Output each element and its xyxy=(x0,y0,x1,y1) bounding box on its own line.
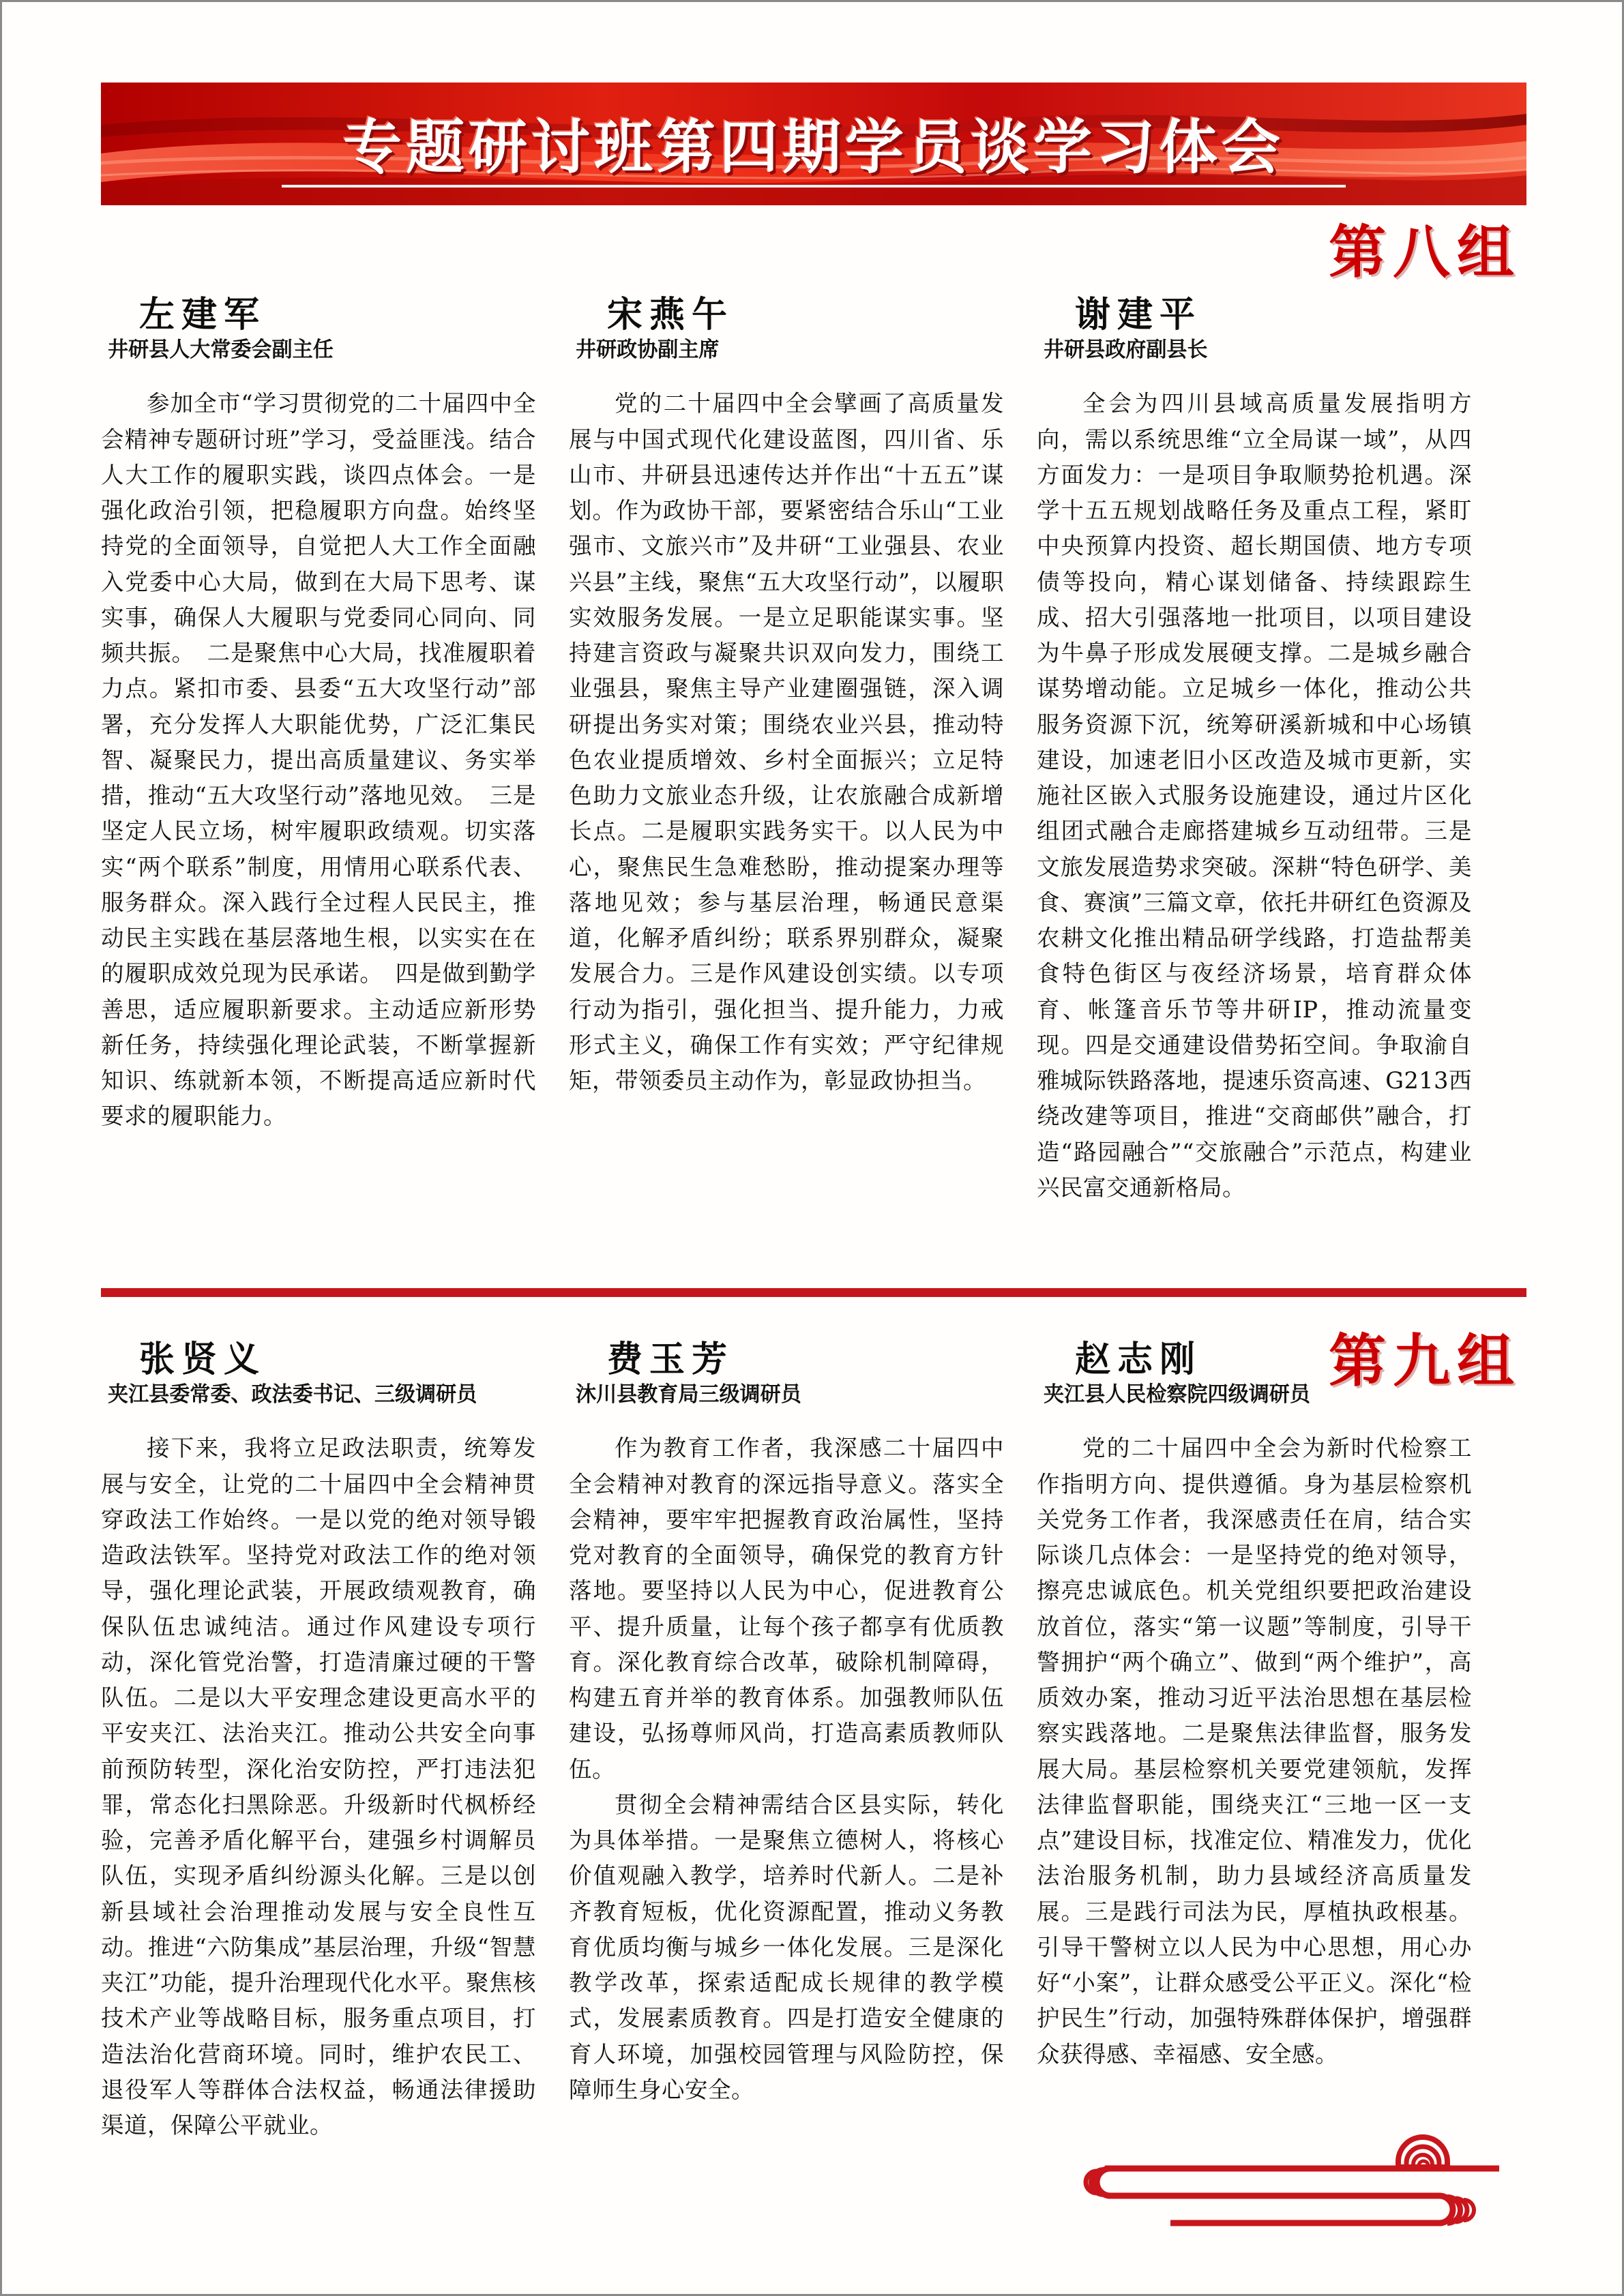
speaker-name: 谢建平 xyxy=(1075,294,1202,336)
speaker-body-paragraph: 参加全市“学习贯彻党的二十届四中全会精神专题研讨班”学习，受益匪浅。结合人大工作的履职实践，谈四点体会。一是强化政治引领，把稳履职方向盘。始终坚持党的全面领导，自觉把人大工作全面融入党委中心大局，做到在大局下思考、谋实事，确保人大履职与党委同心同向、同频共振。 二是聚焦中心大局，找准履职着力点。紧扣市委、县委“五大攻坚行动”部署，充分发挥人大职能优势，广泛汇集民智、凝聚民力，提出高质量建议、务实举措，推动“五大攻坚行动”落地见效。 三是坚定人民立场，树牢履职政绩观。切实落实“两个联系”制度，用情用心联系代表、服务群众。深入践行全过程人民民主，推动民主实践在基层落地生根，以实实在在的履职成效兑现为民承诺。 四是做到勤学善思，适应履职新要求。主动适应新形势新任务，持续强化理论武装，不断掌握新知识、练就新本领，不断提高适应新时代要求的履职能力。 xyxy=(101,390,536,1130)
speaker-column xyxy=(1037,1340,1472,2072)
speaker-body-paragraph: 全会为四川县域高质量发展指明方向，需以系统思维“立全局谋一域”，从四方面发力：一是项目争取顺势抢机遇。深学十五五规划战略任务及重点工程，紧盯中央预算内投资、超长期国债、地方专项债等投向，精心谋划储备、持续跟踪生成、招大引强落地一批项目，以项目建设为牛鼻子形成发展硬支撑。二是城乡融合谋势增动能。立足城乡一体化，推动公共服务资源下沉，统筹研溪新城和中心场镇建设，加速老旧小区改造及城市更新，实施社区嵌入式服务设施建设，通过片区化组团式融合走廊搭建城乡互动纽带。三是文旅发展造势求突破。深耕“特色研学、美食、赛演”三篇文章，依托井研红色资源及农耕文化推出精品研学线路，打造盐帮美食特色街区与夜经济场景，培育群众体育、帐篷音乐节等井研IP，推动流量变现。四是交通建设借势拓空间。争取渝自雅城际铁路落地，提速乐资高速、G213西绕改建等项目，推进“交商邮供”融合，打造“路园融合”“交旅融合”示范点，构建业兴民富交通新格局。 xyxy=(1037,390,1472,1201)
speaker-name: 左建军 xyxy=(139,294,267,336)
speaker-body-paragraph: 党的二十届四中全会为新时代检察工作指明方向、提供遵循。身为基层检察机关党务工作者，我深感责任在肩，结合实际谈几点体会：一是坚持党的绝对领导，擦亮忠诚底色。机关党组织要把政治建设放首位，落实“第一议题”等制度，引导干警拥护“两个确立”、做到“两个维护”，高质效办案，推动习近平法治思想在基层检察实践落地。二是聚焦法律监督，服务发展大局。基层检察机关要党建领航，发挥法律监督职能，围绕夹江“三地一区一支点”建设目标，找准定位、精准发力，优化法治服务机制，助力县域经济高质量发展。三是践行司法为民，厚植执政根基。引导干警树立以人民为中心思想，用心办好“小案”，让群众感受公平正义。深化“检护民生”行动，加强特殊群体保护，增强群众获得感、幸福感、安全感。 xyxy=(1037,1435,1472,2068)
speaker-title: 井研县人大常委会副主任 xyxy=(108,338,334,363)
speaker-title: 沐川县教育局三级调研员 xyxy=(576,1382,801,1407)
group-9-section xyxy=(101,1340,1526,2143)
banner-title-underline xyxy=(282,185,1346,188)
group-label-8: 第八组 xyxy=(1328,218,1521,286)
speaker-body-paragraph: 作为教育工作者，我深感二十届四中全会精神对教育的深远指导意义。落实全会精神，要牢牢把握教育政治属性，坚持党对教育的全面领导，确保党的教育方针落地。要坚持以人民为中心，促进教育公平、提升质量，让每个孩子都享有优质教育。深化教育综合改革，破除机制障碍，构建五育并举的教育体系。加强教师队伍建设，弘扬尊师风尚，打造高素质教师队伍。 xyxy=(569,1435,1004,1783)
speaker-column xyxy=(569,295,1004,1099)
speaker-name: 赵志刚 xyxy=(1075,1339,1202,1380)
speaker-title: 夹江县委常委、政法委书记、三级调研员 xyxy=(108,1382,477,1407)
speaker-body-paragraph: 接下来，我将立足政法职责，统筹发展与安全，让党的二十届四中全会精神贯穿政法工作始终。一是以党的绝对领导锻造政法铁军。坚持党对政法工作的绝对领导，强化理论武装，开展政绩观教育，确保队伍忠诚纯洁。通过作风建设专项行动，深化管党治警，打造清廉过硬的干警队伍。二是以大平安理念建设更高水平的平安夹江、法治夹江。推动公共安全向事前预防转型，深化治安防控，严打违法犯罪，常态化扫黑除恶。升级新时代枫桥经验，完善矛盾化解平台，建强乡村调解员队伍，实现矛盾纠纷源头化解。三是以创新县域社会治理推动发展与安全良性互动。推进“六防集成”基层治理，升级“智慧夹江”功能，提升治理现代化水平。聚焦核技术产业等战略目标，服务重点项目，打造法治化营商环境。同时，维护农民工、退役军人等群体合法权益，畅通法律援助渠道，保障公平就业。 xyxy=(101,1435,536,2139)
group-8-section xyxy=(101,295,1526,1206)
speaker-column xyxy=(101,1340,536,2143)
speaker-body-paragraph: 贯彻全会精神需结合区县实际，转化为具体举措。一是聚焦立德树人，将核心价值观融入教学，培养时代新人。二是补齐教育短板，优化资源配置，推动义务教育优质均衡与城乡一体化发展。三是深化教学改革，探索适配成长规律的教学模式，发展素质教育。四是打造安全健康的育人环境，加强校园管理与风险防控，保障师生身心安全。 xyxy=(569,1791,1004,2103)
speaker-name: 费玉芳 xyxy=(607,1339,735,1380)
columns-row-8 xyxy=(101,295,1526,1206)
speaker-name: 宋燕午 xyxy=(607,294,735,336)
speaker-title: 井研政协副主席 xyxy=(576,338,720,363)
speaker-column xyxy=(101,295,536,1135)
section-divider xyxy=(101,1288,1526,1297)
banner-title: 专题研讨班第四期学员谈学习体会 xyxy=(343,113,1284,182)
speaker-title: 井研县政府副县长 xyxy=(1044,338,1208,363)
header-banner xyxy=(101,83,1526,205)
speaker-column xyxy=(569,1340,1004,2108)
speaker-column xyxy=(1037,295,1472,1206)
group-label-9: 第九组 xyxy=(1328,1327,1521,1395)
red-ribbon-ornament xyxy=(1057,2122,1507,2252)
columns-row-9 xyxy=(101,1340,1526,2143)
speaker-body-paragraph: 党的二十届四中全会擘画了高质量发展与中国式现代化建设蓝图，四川省、乐山市、井研县迅速传达并作出“十五五”谋划。作为政协干部，要紧密结合乐山“工业强市、文旅兴市”及井研“工业强县、农业兴县”主线，聚焦“五大攻坚行动”，以履职实效服务发展。一是立足职能谋实事。坚持建言资政与凝聚共识双向发力，围绕工业强县，聚焦主导产业建圈强链，深入调研提出务实对策；围绕农业兴县，推动特色农业提质增效、乡村全面振兴；立足特色助力文旅业态升级，让农旅融合成新增长点。二是履职实践务实干。以人民为中心，聚焦民生急难愁盼，推动提案办理等落地见效；参与基层治理，畅通民意渠道，化解矛盾纠纷；联系界别群众，凝聚发展合力。三是作风建设创实绩。以专项行动为指引，强化担当、提升能力，力戒形式主义，确保工作有实效；严守纪律规矩，带领委员主动作为，彰显政协担当。 xyxy=(569,390,1004,1094)
speaker-name: 张贤义 xyxy=(139,1339,267,1380)
speaker-title: 夹江县人民检察院四级调研员 xyxy=(1044,1382,1310,1407)
